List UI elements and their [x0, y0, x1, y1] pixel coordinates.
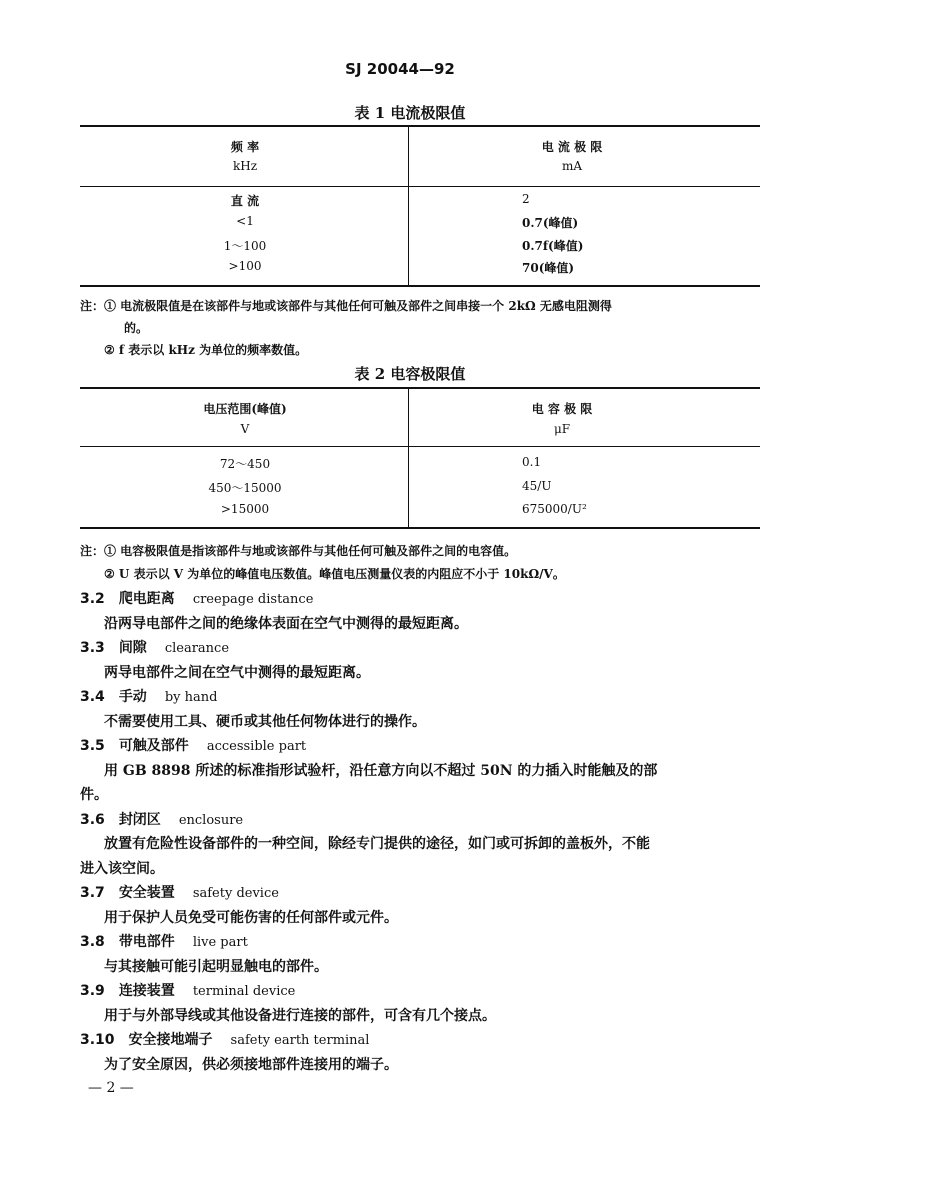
table2-cell: 450～15000	[208, 481, 282, 495]
section-number: 3.8	[80, 934, 105, 950]
definition-heading	[80, 979, 657, 1004]
definition-text: 放置有危险性设备部件的一种空间，除经专门提供的途径，如门或可拆卸的盖板外，不能	[104, 836, 650, 852]
divider	[408, 126, 409, 286]
definitions-list	[80, 587, 657, 1077]
table2-cell: 45/U	[522, 479, 552, 493]
table2-cell: 675000/U²	[522, 502, 587, 516]
table1-cell: 直 流	[230, 194, 260, 208]
definition-heading	[80, 685, 657, 710]
divider	[408, 388, 409, 528]
divider	[80, 446, 760, 447]
divider	[80, 285, 760, 287]
term-zh: 爬电距离	[118, 591, 175, 607]
section-number: 3.9	[80, 983, 105, 999]
divider	[80, 186, 760, 187]
term-zh: 间隙	[118, 640, 147, 656]
definition-heading	[80, 734, 657, 759]
definition-text: 沿两导电部件之间的绝缘体表面在空气中测得的最短距离。	[104, 615, 468, 632]
table1-cell: 0.7f(峰值)	[522, 239, 584, 253]
definition-text: 与其接触可能引起明显触电的部件。	[104, 958, 328, 975]
term-en: accessible part	[206, 739, 307, 754]
table2-cell: 72～450	[219, 457, 271, 471]
table1-title: 表 1 电流极限值	[354, 104, 466, 122]
section-number: 3.10	[80, 1032, 115, 1048]
term-en: clearance	[164, 641, 230, 656]
section-number: 3.7	[80, 885, 105, 901]
table2-header-capacitance: 电 容 极 限	[531, 402, 593, 416]
definition-text: 两导电部件之间在空气中测得的最短距离。	[104, 664, 370, 681]
term-zh: 安全装置	[118, 885, 175, 901]
table2-header-capacitance-unit: μF	[553, 422, 571, 436]
definition-item	[80, 587, 657, 636]
definition-text: 进入该空间。	[80, 860, 164, 877]
term-en: safety earth terminal	[230, 1033, 370, 1048]
table1-header-current-unit: mA	[561, 159, 583, 173]
table1-cell: >100	[228, 259, 262, 273]
definition-text: 用于与外部导线或其他设备进行连接的部件，可含有几个接点。	[104, 1007, 496, 1024]
definition-heading	[80, 808, 657, 833]
page-number: — 2 —	[88, 1080, 134, 1096]
definition-item	[80, 636, 657, 685]
definition-item	[80, 979, 657, 1028]
table2-header-voltage-unit: V	[240, 422, 250, 436]
section-number: 3.5	[80, 738, 105, 754]
term-en: safety device	[192, 886, 279, 901]
term-zh: 封闭区	[118, 811, 161, 828]
definition-heading	[80, 636, 657, 661]
definition-heading	[80, 881, 657, 906]
term-zh: 连接装置	[118, 983, 175, 999]
definition-text: 用于保护人员免受可能伤害的任何部件或元件。	[104, 909, 398, 926]
table1-note: 的。	[124, 321, 149, 335]
table2-cell: >15000	[220, 502, 270, 516]
section-number: 3.3	[80, 640, 105, 656]
divider	[80, 527, 760, 529]
definition-text: 件。	[80, 787, 108, 803]
definition-text: 用 GB 8898 所述的标准指形试验杆，沿任意方向以不超过 50N 的力插入时能触及的部	[104, 762, 658, 779]
table1-header-frequency: 频 率	[230, 140, 260, 154]
term-en: live part	[192, 935, 248, 950]
definition-text: 为了安全原因，供必须接地部件连接用的端子。	[104, 1056, 398, 1073]
definition-item	[80, 734, 657, 808]
term-zh: 安全接地端子	[128, 1032, 213, 1048]
document-header: SJ 20044—92	[345, 60, 455, 78]
table1-note: 注：① 电流极限值是在该部件与地或该部件与其他任何可触及部件之间串接一个 2kΩ 无感电阻测得	[80, 299, 612, 313]
term-en: by hand	[164, 690, 218, 705]
section-number: 3.2	[80, 591, 105, 607]
definition-heading	[80, 1028, 657, 1053]
section-number: 3.6	[80, 811, 105, 828]
definition-heading	[80, 930, 657, 955]
term-zh: 带电部件	[118, 934, 175, 950]
term-en: enclosure	[178, 812, 244, 828]
term-en: creepage distance	[192, 592, 314, 607]
term-zh: 可触及部件	[118, 738, 189, 754]
table2-note: 注：① 电容极限值是指该部件与地或该部件与其他任何可触及部件之间的电容值。	[80, 544, 517, 558]
table2-header-voltage: 电压范围(峰值)	[203, 402, 287, 416]
table2-cell: 0.1	[522, 455, 542, 469]
definition-item	[80, 685, 657, 734]
table2-note: ② U 表示以 V 为单位的峰值电压数值。峰值电压测量仪表的内阻应不小于 10kΩ/V。	[104, 567, 565, 581]
definition-heading	[80, 587, 657, 612]
table1-header-current: 电 流 极 限	[541, 140, 603, 154]
definition-item	[80, 808, 657, 882]
table1-cell: <1	[236, 214, 254, 228]
table1-cell: 70(峰值)	[522, 261, 575, 275]
definition-text: 不需要使用工具、硬币或其他任何物体进行的操作。	[104, 713, 426, 730]
table1-header-frequency-unit: kHz	[232, 159, 258, 173]
definition-item	[80, 1028, 657, 1077]
table1-cell: 0.7(峰值)	[522, 216, 579, 230]
section-number: 3.4	[80, 689, 105, 705]
definition-item	[80, 930, 657, 979]
table1-cell: 1～100	[223, 239, 267, 253]
term-en: terminal device	[192, 984, 296, 999]
table1-note: ② f 表示以 kHz 为单位的频率数值。	[104, 343, 308, 357]
term-zh: 手动	[118, 689, 147, 705]
divider	[80, 387, 760, 389]
table1-cell: 2	[522, 192, 530, 206]
divider	[80, 125, 760, 127]
definition-item	[80, 881, 657, 930]
table2-title: 表 2 电容极限值	[354, 365, 466, 383]
